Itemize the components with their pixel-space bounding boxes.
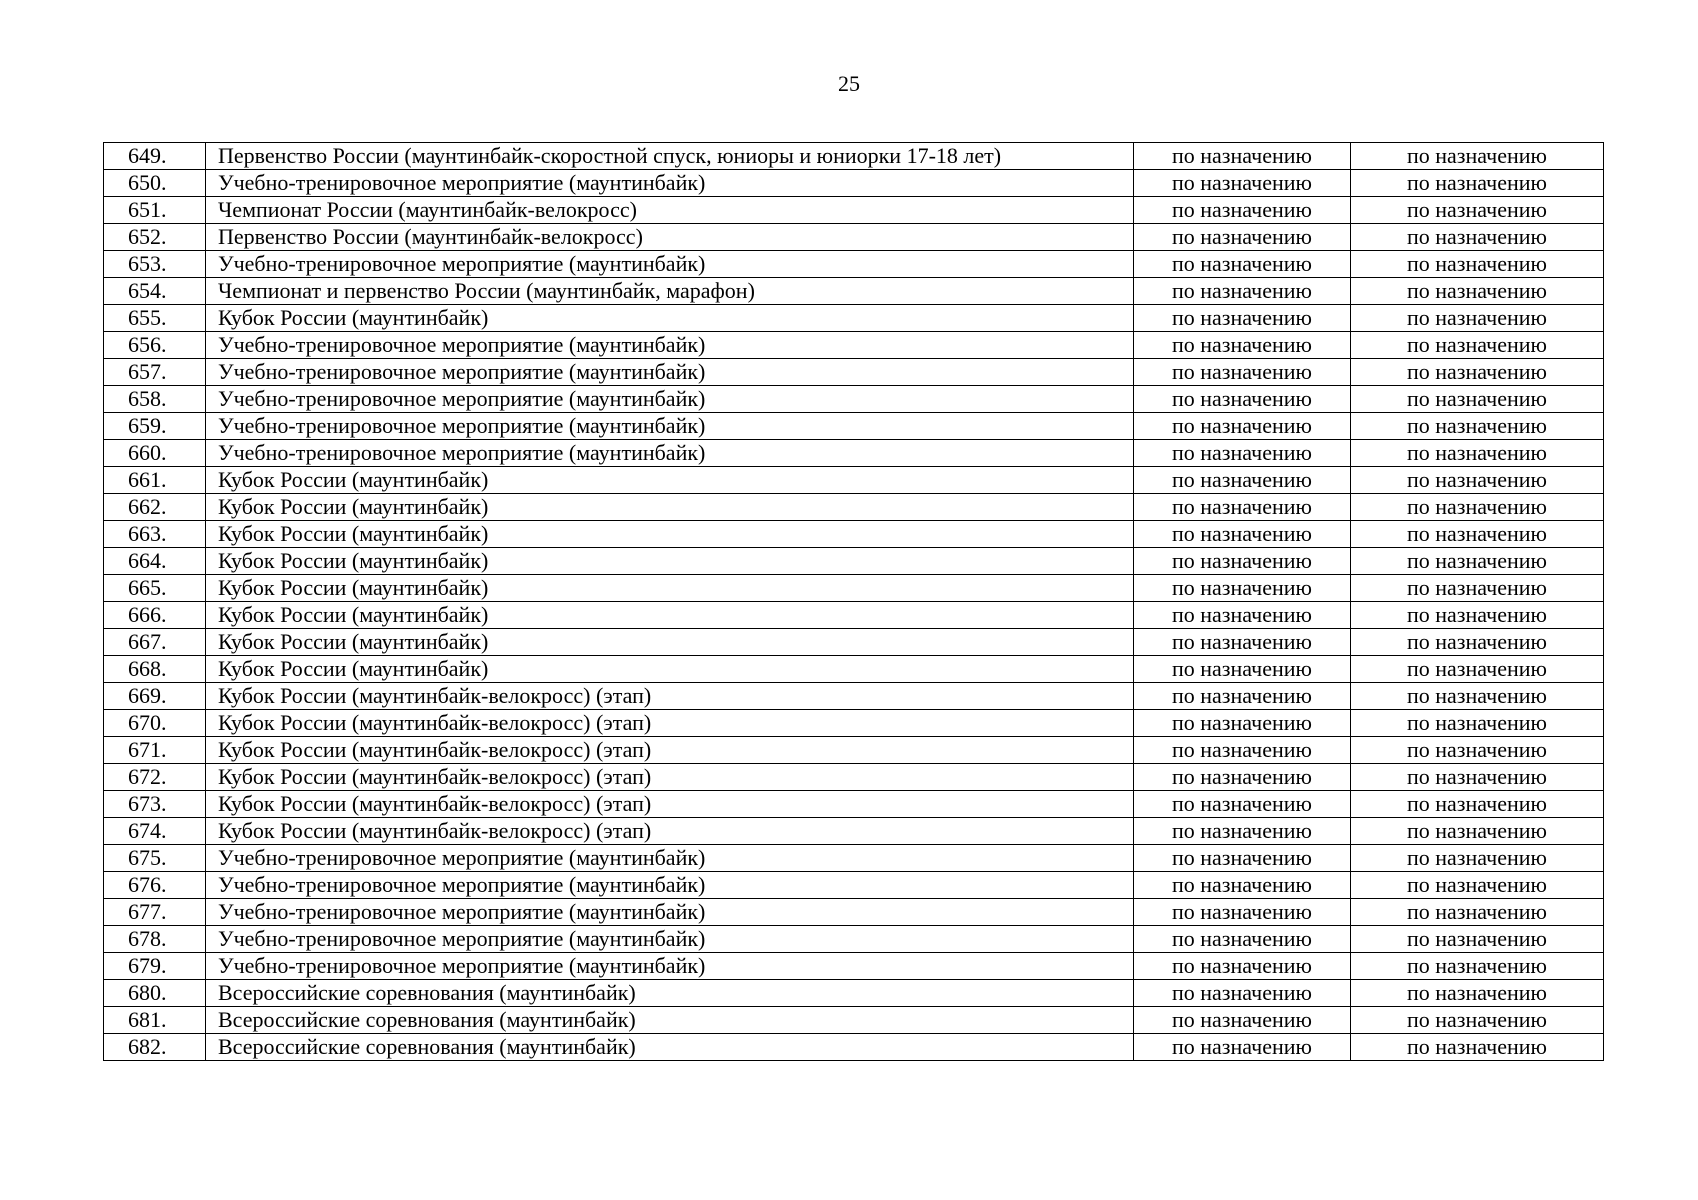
row-number-cell: 659. bbox=[104, 413, 206, 440]
assignment-cell: по назначению bbox=[1134, 926, 1351, 953]
row-number-cell: 663. bbox=[104, 521, 206, 548]
assignment-cell: по назначению bbox=[1351, 251, 1604, 278]
assignment-cell: по назначению bbox=[1351, 683, 1604, 710]
assignment-cell: по назначению bbox=[1351, 305, 1604, 332]
row-number-cell: 660. bbox=[104, 440, 206, 467]
table-row bbox=[104, 278, 1604, 305]
table-row bbox=[104, 413, 1604, 440]
table-row bbox=[104, 494, 1604, 521]
assignment-cell: по назначению bbox=[1134, 143, 1351, 170]
assignment-cell: по назначению bbox=[1351, 1034, 1604, 1061]
event-name-cell: Кубок России (маунтинбайк-велокросс) (этап) bbox=[206, 764, 1134, 791]
table-row bbox=[104, 629, 1604, 656]
row-number-cell: 672. bbox=[104, 764, 206, 791]
assignment-cell: по назначению bbox=[1351, 845, 1604, 872]
table-row bbox=[104, 386, 1604, 413]
event-name-cell: Кубок России (маунтинбайк-велокросс) (этап) bbox=[206, 818, 1134, 845]
assignment-cell: по назначению bbox=[1351, 602, 1604, 629]
event-name-cell: Кубок России (маунтинбайк) bbox=[206, 521, 1134, 548]
assignment-cell: по назначению bbox=[1351, 170, 1604, 197]
table-row bbox=[104, 1034, 1604, 1061]
assignment-cell: по назначению bbox=[1134, 170, 1351, 197]
assignment-cell: по назначению bbox=[1134, 359, 1351, 386]
assignment-cell: по назначению bbox=[1134, 494, 1351, 521]
assignment-cell: по назначению bbox=[1134, 305, 1351, 332]
table-row bbox=[104, 845, 1604, 872]
row-number-cell: 650. bbox=[104, 170, 206, 197]
assignment-cell: по назначению bbox=[1134, 224, 1351, 251]
assignment-cell: по назначению bbox=[1134, 980, 1351, 1007]
event-name-cell: Учебно-тренировочное мероприятие (маунтинбайк) bbox=[206, 872, 1134, 899]
row-number-cell: 679. bbox=[104, 953, 206, 980]
table-row bbox=[104, 467, 1604, 494]
row-number-cell: 653. bbox=[104, 251, 206, 278]
assignment-cell: по назначению bbox=[1351, 440, 1604, 467]
row-number-cell: 677. bbox=[104, 899, 206, 926]
assignment-cell: по назначению bbox=[1351, 386, 1604, 413]
row-number-cell: 654. bbox=[104, 278, 206, 305]
page-number: 25 bbox=[838, 71, 860, 96]
event-name-cell: Учебно-тренировочное мероприятие (маунтинбайк) bbox=[206, 251, 1134, 278]
event-name-cell: Учебно-тренировочное мероприятие (маунтинбайк) bbox=[206, 440, 1134, 467]
row-number-cell: 655. bbox=[104, 305, 206, 332]
event-name-cell: Кубок России (маунтинбайк-велокросс) (этап) bbox=[206, 791, 1134, 818]
table-row bbox=[104, 251, 1604, 278]
table-row bbox=[104, 170, 1604, 197]
assignment-cell: по назначению bbox=[1351, 764, 1604, 791]
row-number-cell: 665. bbox=[104, 575, 206, 602]
assignment-cell: по назначению bbox=[1134, 1034, 1351, 1061]
assignment-cell: по назначению bbox=[1134, 575, 1351, 602]
row-number-cell: 681. bbox=[104, 1007, 206, 1034]
assignment-cell: по назначению bbox=[1351, 980, 1604, 1007]
row-number-cell: 666. bbox=[104, 602, 206, 629]
row-number-cell: 652. bbox=[104, 224, 206, 251]
event-name-cell: Учебно-тренировочное мероприятие (маунтинбайк) bbox=[206, 386, 1134, 413]
assignment-cell: по назначению bbox=[1351, 899, 1604, 926]
assignment-cell: по назначению bbox=[1351, 359, 1604, 386]
assignment-cell: по назначению bbox=[1134, 656, 1351, 683]
assignment-cell: по назначению bbox=[1351, 737, 1604, 764]
event-name-cell: Учебно-тренировочное мероприятие (маунтинбайк) bbox=[206, 170, 1134, 197]
row-number-cell: 671. bbox=[104, 737, 206, 764]
event-name-cell: Учебно-тренировочное мероприятие (маунтинбайк) bbox=[206, 413, 1134, 440]
assignment-cell: по назначению bbox=[1134, 845, 1351, 872]
assignment-cell: по назначению bbox=[1134, 440, 1351, 467]
event-name-cell: Кубок России (маунтинбайк) bbox=[206, 305, 1134, 332]
event-name-cell: Кубок России (маунтинбайк-велокросс) (этап) bbox=[206, 683, 1134, 710]
assignment-cell: по назначению bbox=[1351, 143, 1604, 170]
table-row bbox=[104, 953, 1604, 980]
table-row bbox=[104, 359, 1604, 386]
assignment-cell: по назначению bbox=[1351, 494, 1604, 521]
event-name-cell: Всероссийские соревнования (маунтинбайк) bbox=[206, 1007, 1134, 1034]
row-number-cell: 661. bbox=[104, 467, 206, 494]
assignment-cell: по назначению bbox=[1351, 197, 1604, 224]
row-number-cell: 664. bbox=[104, 548, 206, 575]
assignment-cell: по назначению bbox=[1351, 629, 1604, 656]
assignment-cell: по назначению bbox=[1134, 737, 1351, 764]
table-row bbox=[104, 899, 1604, 926]
table-row bbox=[104, 440, 1604, 467]
table-row bbox=[104, 332, 1604, 359]
assignment-cell: по назначению bbox=[1134, 629, 1351, 656]
assignment-cell: по назначению bbox=[1351, 332, 1604, 359]
row-number-cell: 676. bbox=[104, 872, 206, 899]
assignment-cell: по назначению bbox=[1134, 872, 1351, 899]
table-body bbox=[104, 143, 1604, 1061]
event-name-cell: Всероссийские соревнования (маунтинбайк) bbox=[206, 980, 1134, 1007]
table-row bbox=[104, 575, 1604, 602]
event-name-cell: Первенство России (маунтинбайк-велокросс) bbox=[206, 224, 1134, 251]
row-number-cell: 658. bbox=[104, 386, 206, 413]
event-name-cell: Кубок России (маунтинбайк) bbox=[206, 602, 1134, 629]
assignment-cell: по назначению bbox=[1351, 953, 1604, 980]
table-row bbox=[104, 1007, 1604, 1034]
assignment-cell: по назначению bbox=[1134, 1007, 1351, 1034]
event-name-cell: Чемпионат России (маунтинбайк-велокросс) bbox=[206, 197, 1134, 224]
row-number-cell: 662. bbox=[104, 494, 206, 521]
row-number-cell: 669. bbox=[104, 683, 206, 710]
events-table bbox=[103, 142, 1604, 1061]
table-row bbox=[104, 683, 1604, 710]
event-name-cell: Кубок России (маунтинбайк) bbox=[206, 548, 1134, 575]
event-name-cell: Кубок России (маунтинбайк-велокросс) (этап) bbox=[206, 710, 1134, 737]
assignment-cell: по назначению bbox=[1134, 413, 1351, 440]
table-row bbox=[104, 197, 1604, 224]
event-name-cell: Кубок России (маунтинбайк-велокросс) (этап) bbox=[206, 737, 1134, 764]
row-number-cell: 682. bbox=[104, 1034, 206, 1061]
assignment-cell: по назначению bbox=[1351, 818, 1604, 845]
table-row bbox=[104, 980, 1604, 1007]
event-name-cell: Чемпионат и первенство России (маунтинбайк, марафон) bbox=[206, 278, 1134, 305]
row-number-cell: 674. bbox=[104, 818, 206, 845]
assignment-cell: по назначению bbox=[1351, 791, 1604, 818]
assignment-cell: по назначению bbox=[1351, 1007, 1604, 1034]
row-number-cell: 673. bbox=[104, 791, 206, 818]
event-name-cell: Кубок России (маунтинбайк) bbox=[206, 629, 1134, 656]
row-number-cell: 667. bbox=[104, 629, 206, 656]
assignment-cell: по назначению bbox=[1134, 710, 1351, 737]
table-row bbox=[104, 872, 1604, 899]
event-name-cell: Кубок России (маунтинбайк) bbox=[206, 467, 1134, 494]
row-number-cell: 678. bbox=[104, 926, 206, 953]
assignment-cell: по назначению bbox=[1351, 521, 1604, 548]
table-row bbox=[104, 737, 1604, 764]
event-name-cell: Учебно-тренировочное мероприятие (маунтинбайк) bbox=[206, 899, 1134, 926]
event-name-cell: Кубок России (маунтинбайк) bbox=[206, 494, 1134, 521]
assignment-cell: по назначению bbox=[1134, 791, 1351, 818]
assignment-cell: по назначению bbox=[1134, 953, 1351, 980]
assignment-cell: по назначению bbox=[1134, 278, 1351, 305]
assignment-cell: по назначению bbox=[1134, 521, 1351, 548]
assignment-cell: по назначению bbox=[1351, 872, 1604, 899]
assignment-cell: по назначению bbox=[1351, 656, 1604, 683]
event-name-cell: Всероссийские соревнования (маунтинбайк) bbox=[206, 1034, 1134, 1061]
event-name-cell: Учебно-тренировочное мероприятие (маунтинбайк) bbox=[206, 332, 1134, 359]
table-row bbox=[104, 791, 1604, 818]
event-name-cell: Учебно-тренировочное мероприятие (маунтинбайк) bbox=[206, 926, 1134, 953]
row-number-cell: 680. bbox=[104, 980, 206, 1007]
table-row bbox=[104, 224, 1604, 251]
assignment-cell: по назначению bbox=[1351, 278, 1604, 305]
row-number-cell: 670. bbox=[104, 710, 206, 737]
assignment-cell: по назначению bbox=[1351, 467, 1604, 494]
assignment-cell: по назначению bbox=[1134, 332, 1351, 359]
event-name-cell: Кубок России (маунтинбайк) bbox=[206, 656, 1134, 683]
table-row bbox=[104, 548, 1604, 575]
assignment-cell: по назначению bbox=[1351, 224, 1604, 251]
row-number-cell: 668. bbox=[104, 656, 206, 683]
assignment-cell: по назначению bbox=[1351, 413, 1604, 440]
event-name-cell: Учебно-тренировочное мероприятие (маунтинбайк) bbox=[206, 359, 1134, 386]
table-row bbox=[104, 710, 1604, 737]
row-number-cell: 649. bbox=[104, 143, 206, 170]
row-number-cell: 675. bbox=[104, 845, 206, 872]
assignment-cell: по назначению bbox=[1134, 251, 1351, 278]
table-row bbox=[104, 305, 1604, 332]
table-row bbox=[104, 764, 1604, 791]
assignment-cell: по назначению bbox=[1134, 467, 1351, 494]
assignment-cell: по назначению bbox=[1351, 710, 1604, 737]
assignment-cell: по назначению bbox=[1134, 818, 1351, 845]
table-row bbox=[104, 521, 1604, 548]
table-row bbox=[104, 143, 1604, 170]
table-row bbox=[104, 926, 1604, 953]
row-number-cell: 656. bbox=[104, 332, 206, 359]
assignment-cell: по назначению bbox=[1134, 197, 1351, 224]
table-row bbox=[104, 818, 1604, 845]
assignment-cell: по назначению bbox=[1134, 683, 1351, 710]
assignment-cell: по назначению bbox=[1134, 548, 1351, 575]
assignment-cell: по назначению bbox=[1134, 899, 1351, 926]
assignment-cell: по назначению bbox=[1134, 386, 1351, 413]
event-name-cell: Учебно-тренировочное мероприятие (маунтинбайк) bbox=[206, 845, 1134, 872]
assignment-cell: по назначению bbox=[1351, 548, 1604, 575]
row-number-cell: 651. bbox=[104, 197, 206, 224]
row-number-cell: 657. bbox=[104, 359, 206, 386]
assignment-cell: по назначению bbox=[1351, 575, 1604, 602]
assignment-cell: по назначению bbox=[1351, 926, 1604, 953]
assignment-cell: по назначению bbox=[1134, 764, 1351, 791]
table-row bbox=[104, 602, 1604, 629]
event-name-cell: Кубок России (маунтинбайк) bbox=[206, 575, 1134, 602]
table-row bbox=[104, 656, 1604, 683]
assignment-cell: по назначению bbox=[1134, 602, 1351, 629]
event-name-cell: Первенство России (маунтинбайк-скоростной спуск, юниоры и юниорки 17-18 лет) bbox=[206, 143, 1134, 170]
event-name-cell: Учебно-тренировочное мероприятие (маунтинбайк) bbox=[206, 953, 1134, 980]
